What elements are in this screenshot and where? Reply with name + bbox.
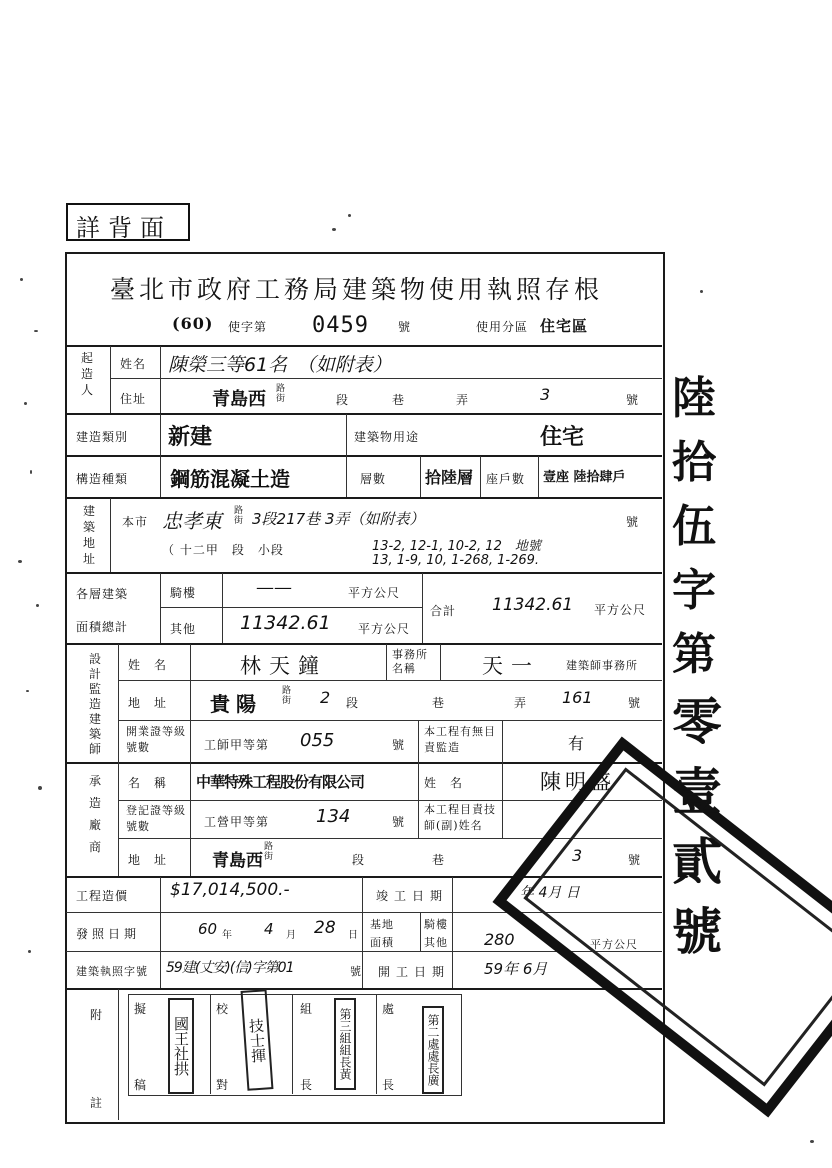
remarks-label-bottom: 註: [90, 1096, 104, 1110]
designer-addr-unit-alley: 弄: [514, 696, 528, 710]
designer-addr-value: 貴陽: [210, 692, 262, 716]
designer-cert-num: 055: [300, 730, 335, 751]
applicant-addr-unit-section: 段: [336, 393, 350, 407]
area-arcade-value: ——: [256, 577, 292, 598]
area-arcade-unit: 平方公尺: [348, 586, 401, 600]
contractor-name-label: 名稱: [128, 776, 181, 790]
area-total-label: 合計: [430, 604, 457, 618]
applicant-name-label: 姓名: [120, 357, 147, 371]
land-unit: 平方公尺: [590, 938, 638, 951]
permit-ref-label: 建築執照字號: [76, 965, 148, 978]
form-title: 臺北市政府工務局建築物使用執照存根: [110, 275, 604, 304]
permit-suffix: 號: [398, 320, 412, 334]
sig-col-check-1: 校: [216, 1002, 230, 1016]
contractor-addr-unit-road: 路街: [264, 842, 275, 862]
floors-label: 層數: [360, 472, 387, 486]
contractor-reg-value: 工營甲等第: [204, 815, 270, 829]
site-line1-prefix: 本市: [122, 515, 149, 529]
issue-year-unit: 年: [222, 930, 233, 941]
designer-addr-unit-lane: 巷: [432, 696, 446, 710]
land-other-value: 280: [484, 930, 515, 949]
issue-day-unit: 日: [348, 930, 359, 941]
remarks-label-top: 附: [90, 1008, 104, 1022]
site-line1-value: 忠孝東: [162, 509, 222, 533]
designer-office-value: 天一: [482, 654, 540, 678]
area-label-2: 面積總計: [76, 620, 129, 634]
use-value: 住宅: [540, 424, 585, 450]
area-arcade-label: 騎樓: [170, 586, 197, 600]
applicant-addr-label: 住址: [120, 392, 147, 406]
back-side-tag: [66, 203, 190, 241]
contractor-addr-unit-number: 號: [628, 853, 642, 867]
build-type-value: 新建: [168, 424, 213, 450]
stamp-division-chief: 第二處處長廣: [422, 1006, 444, 1094]
site-label: 建築地址: [82, 504, 95, 566]
contractor-addr-number: 3: [572, 846, 583, 865]
permit-number: 0459: [312, 313, 369, 338]
site-line1-suffix: 號: [626, 515, 640, 529]
designer-section-label: 設計監造建築師: [88, 652, 101, 756]
completion-label: 竣工日期: [376, 889, 449, 903]
designer-office-suffix: 建築師事務所: [566, 659, 638, 672]
land-label-1: 基地: [370, 918, 394, 931]
side-char-1: 陸: [672, 373, 716, 424]
contractor-reg-label: 登記證等級號數: [126, 804, 186, 833]
designer-addr-number: 161: [562, 688, 593, 707]
completion-value: 年 4月 日: [520, 885, 580, 901]
area-total-value: 11342.61: [492, 595, 574, 615]
sig-col-group-2: 長: [300, 1078, 314, 1092]
site-line3: 13, 1-9, 10, 1-268, 1-269.: [372, 553, 540, 568]
use-label: 建築物用途: [354, 430, 420, 444]
build-type-label: 建造類別: [76, 430, 129, 444]
side-char-5: 第: [672, 629, 716, 680]
applicant-name-value: 陳榮三等61名 （如附表）: [168, 354, 392, 376]
stamp-group-leader: 第三組組長黃: [334, 998, 356, 1090]
stamp-drafter: 國王社拱: [168, 998, 194, 1094]
site-line1-rest: 3段217巷 3弄（如附表）: [252, 510, 425, 528]
side-char-7: 壹: [672, 762, 722, 821]
sig-col-draft-1: 擬: [134, 1002, 148, 1016]
designer-cert-value: 工師甲等第: [204, 738, 270, 752]
designer-name-label: 姓名: [128, 658, 181, 672]
sig-col-group-1: 組: [300, 1002, 314, 1016]
applicant-addr-unit-road: 路街: [276, 384, 287, 404]
designer-name-value: 林天鐘: [240, 654, 327, 678]
start-value: 59年 6月: [484, 960, 548, 978]
units-label: 座戶數: [486, 472, 526, 486]
contractor-addr-unit-section: 段: [352, 853, 366, 867]
sig-col-chief-2: 長: [382, 1078, 396, 1092]
zone-value: 住宅區: [540, 317, 589, 335]
area-total-unit: 平方公尺: [594, 603, 647, 617]
cost-value: $17,014,500.-: [170, 880, 290, 900]
area-other-value: 11342.61: [240, 612, 331, 634]
issue-label: 發照日期: [76, 927, 141, 941]
permit-prefix: 使字第: [228, 320, 268, 334]
sig-col-check-2: 對: [216, 1078, 230, 1092]
side-char-6: 零: [672, 692, 722, 751]
designer-supervisor-label: 本工程有無目責監造: [424, 725, 496, 754]
contractor-addr-unit-lane: 巷: [432, 853, 446, 867]
contractor-name-value: 中華特殊工程股份有限公司: [196, 773, 365, 791]
units-value: 壹座 陸拾肆戶: [543, 470, 626, 485]
site-line1-units: 路街: [234, 506, 245, 526]
start-label: 開工日期: [378, 965, 451, 979]
back-side-tag-text: 詳背面: [76, 214, 172, 242]
site-line2: （ 十二甲 段 小段: [162, 543, 284, 557]
side-char-3: 伍: [672, 501, 716, 552]
floors-value: 拾陸層: [425, 468, 474, 487]
sig-col-draft-2: 稿: [134, 1078, 148, 1092]
designer-supervisor-value: 有: [568, 734, 585, 753]
designer-cert-suffix: 號: [392, 738, 406, 752]
area-label-1: 各層建築: [76, 587, 129, 601]
contractor-engineer-label: 本工程目責技師(副)姓名: [424, 803, 496, 832]
side-char-2: 拾: [672, 437, 716, 488]
designer-addr-label: 地址: [128, 696, 181, 710]
applicant-section-label: 起造人: [80, 351, 93, 397]
side-char-4: 字: [672, 565, 716, 616]
contractor-person-value: 陳明盛: [540, 770, 615, 794]
stamp-checker: 技士揮: [241, 989, 274, 1091]
issue-month: 4: [264, 920, 274, 938]
sig-col-chief-1: 處: [382, 1002, 396, 1016]
issue-year: 60: [198, 920, 218, 938]
designer-addr-unit-section: 段: [346, 696, 360, 710]
cost-label: 工程造價: [76, 889, 129, 903]
designer-addr-section-num: 2: [320, 688, 331, 707]
contractor-addr-value: 青島西: [212, 851, 263, 871]
applicant-addr-number: 3: [540, 385, 551, 404]
land-label-2: 面積: [370, 936, 394, 949]
side-char-9: 號: [672, 902, 722, 961]
area-other-unit: 平方公尺: [358, 622, 411, 636]
site-line2-lots: 13-2, 12-1, 10-2, 12 地號: [372, 539, 541, 554]
issue-day: 28: [314, 918, 336, 938]
area-other-label: 其他: [170, 622, 197, 636]
contractor-reg-num: 134: [316, 806, 351, 827]
applicant-addr-value: 青島西: [212, 389, 266, 410]
contractor-person-label: 姓名: [424, 776, 477, 790]
designer-office-label: 事務所名稱: [392, 648, 428, 675]
land-arcade-label: 騎樓: [424, 918, 448, 931]
applicant-addr-unit-alley: 弄: [456, 393, 470, 407]
side-char-8: 貳: [672, 832, 722, 891]
structure-value: 鋼筋混凝土造: [170, 467, 290, 491]
contractor-reg-suffix: 號: [392, 815, 406, 829]
designer-addr-unit-number: 號: [628, 696, 642, 710]
contractor-addr-label: 地址: [128, 853, 181, 867]
permit-year: (60): [172, 314, 214, 333]
designer-addr-unit-road: 路街: [282, 686, 293, 706]
permit-ref-suffix: 號: [350, 965, 362, 978]
zone-label: 使用分區: [476, 320, 529, 334]
permit-ref-value: 59建(丈安)(信)字第01: [166, 960, 294, 976]
contractor-section-label: 承造廠商: [88, 774, 101, 854]
designer-cert-label: 開業證等級號數: [126, 725, 186, 754]
applicant-addr-unit-lane: 巷: [392, 393, 406, 407]
structure-label: 構造種類: [76, 472, 129, 486]
issue-month-unit: 月: [286, 930, 297, 941]
applicant-addr-unit-number: 號: [626, 393, 640, 407]
land-other-label: 其他: [424, 936, 448, 949]
